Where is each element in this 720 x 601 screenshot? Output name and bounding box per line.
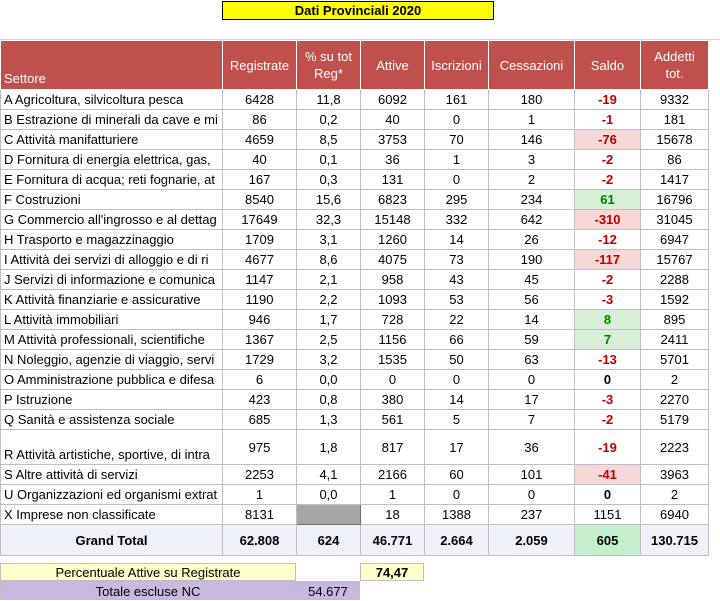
- cell-attive[interactable]: 958: [361, 270, 425, 290]
- cell-pct[interactable]: 0,2: [297, 110, 361, 130]
- cell-sector[interactable]: K Attività finanziarie e assicurative: [1, 290, 223, 310]
- cell-attive[interactable]: 380: [361, 390, 425, 410]
- cell-total-saldo[interactable]: 605: [575, 525, 641, 556]
- cell-registrate[interactable]: 423: [223, 390, 297, 410]
- header-saldo[interactable]: Saldo: [575, 41, 641, 90]
- cell-cessazioni[interactable]: 14: [489, 310, 575, 330]
- cell-iscrizioni[interactable]: 0: [425, 370, 489, 390]
- cell-addetti[interactable]: 15767: [641, 250, 709, 270]
- cell-registrate[interactable]: 2253: [223, 465, 297, 485]
- table-row: [1, 250, 709, 270]
- cell-iscrizioni[interactable]: 161: [425, 90, 489, 110]
- percentuale-attive-value[interactable]: 74,47: [360, 563, 424, 581]
- header-addetti[interactable]: Addetti tot.: [641, 41, 709, 90]
- cell-addetti[interactable]: 5179: [641, 410, 709, 430]
- cell-sector[interactable]: C Attività manifatturiere: [1, 130, 223, 150]
- cell-iscrizioni[interactable]: 0: [425, 170, 489, 190]
- cell-attive[interactable]: 6823: [361, 190, 425, 210]
- table-row: [1, 130, 709, 150]
- cell-attive[interactable]: 18: [361, 505, 425, 525]
- cell-iscrizioni[interactable]: 5: [425, 410, 489, 430]
- cell-pct[interactable]: 3,2: [297, 350, 361, 370]
- cell-sector[interactable]: P Istruzione: [1, 390, 223, 410]
- cell-sector[interactable]: U Organizzazioni ed organismi extrat: [1, 485, 223, 505]
- table-row: [1, 370, 709, 390]
- cell-iscrizioni[interactable]: 60: [425, 465, 489, 485]
- cell-attive[interactable]: 1: [361, 485, 425, 505]
- cell-pct[interactable]: 4,1: [297, 465, 361, 485]
- cell-saldo[interactable]: -2: [575, 170, 641, 190]
- cell-registrate[interactable]: 1709: [223, 230, 297, 250]
- cell-addetti[interactable]: 1417: [641, 170, 709, 190]
- totale-escluse-label[interactable]: Totale escluse NC: [0, 581, 296, 600]
- table-row: [1, 505, 709, 525]
- cell-cessazioni[interactable]: 642: [489, 210, 575, 230]
- cell-pct[interactable]: 32,3: [297, 210, 361, 230]
- table-row: [1, 90, 709, 110]
- header-cessazioni[interactable]: Cessazioni: [489, 41, 575, 90]
- cell-saldo[interactable]: -12: [575, 230, 641, 250]
- cell-total-pct[interactable]: 624: [297, 525, 361, 556]
- totale-escluse-value[interactable]: 54.677: [296, 581, 360, 600]
- report-title: Dati Provinciali 2020: [222, 1, 494, 20]
- cell-attive[interactable]: 817: [361, 430, 425, 465]
- cell-iscrizioni[interactable]: 70: [425, 130, 489, 150]
- cell-pct[interactable]: 1,7: [297, 310, 361, 330]
- cell-registrate[interactable]: 8131: [223, 505, 297, 525]
- cell-sector[interactable]: N Noleggio, agenzie di viaggio, servi: [1, 350, 223, 370]
- cell-saldo[interactable]: -2: [575, 150, 641, 170]
- cell-total-iscrizioni[interactable]: 2.664: [425, 525, 489, 556]
- cell-pct[interactable]: 2,5: [297, 330, 361, 350]
- grand-total-row: [1, 525, 709, 556]
- cell-registrate[interactable]: 8540: [223, 190, 297, 210]
- cell-attive[interactable]: 1093: [361, 290, 425, 310]
- cell-registrate[interactable]: 1367: [223, 330, 297, 350]
- cell-sector[interactable]: M Attività professionali, scientifiche: [1, 330, 223, 350]
- cell-cessazioni[interactable]: 7: [489, 410, 575, 430]
- cell-addetti[interactable]: 181: [641, 110, 709, 130]
- cell-sector[interactable]: O Amministrazione pubblica e difesa: [1, 370, 223, 390]
- cell-pct[interactable]: 1,8: [297, 430, 361, 465]
- percentuale-attive-label[interactable]: Percentuale Attive su Registrate: [0, 563, 296, 581]
- cell-sector[interactable]: S Altre attività di servizi: [1, 465, 223, 485]
- cell-attive[interactable]: 1535: [361, 350, 425, 370]
- cell-pct[interactable]: 0,0: [297, 485, 361, 505]
- cell-registrate[interactable]: 975: [223, 430, 297, 465]
- cell-attive[interactable]: 2166: [361, 465, 425, 485]
- cell-addetti[interactable]: 9332: [641, 90, 709, 110]
- cell-addetti[interactable]: 16796: [641, 190, 709, 210]
- cell-saldo[interactable]: -2: [575, 270, 641, 290]
- cell-saldo[interactable]: 0: [575, 370, 641, 390]
- cell-sector[interactable]: E Fornitura di acqua; reti fognarie, at: [1, 170, 223, 190]
- cell-saldo[interactable]: 7: [575, 330, 641, 350]
- cell-registrate[interactable]: 1729: [223, 350, 297, 370]
- table-row: [1, 150, 709, 170]
- cell-saldo[interactable]: -41: [575, 465, 641, 485]
- cell-cessazioni[interactable]: 3: [489, 150, 575, 170]
- cell-registrate[interactable]: 685: [223, 410, 297, 430]
- cell-pct[interactable]: 1,3: [297, 410, 361, 430]
- cell-registrate[interactable]: 167: [223, 170, 297, 190]
- cell-pct[interactable]: 0,3: [297, 170, 361, 190]
- table-row: [1, 430, 709, 465]
- cell-iscrizioni[interactable]: 53: [425, 290, 489, 310]
- table-row: [1, 190, 709, 210]
- cell-cessazioni[interactable]: 146: [489, 130, 575, 150]
- cell-sector[interactable]: B Estrazione di minerali da cave e mi: [1, 110, 223, 130]
- cell-addetti[interactable]: 2223: [641, 430, 709, 465]
- cell-addetti[interactable]: 6940: [641, 505, 709, 525]
- cell-attive[interactable]: 15148: [361, 210, 425, 230]
- cell-cessazioni[interactable]: 45: [489, 270, 575, 290]
- cell-pct[interactable]: 0,8: [297, 390, 361, 410]
- cell-pct[interactable]: 8,6: [297, 250, 361, 270]
- cell-registrate[interactable]: 6: [223, 370, 297, 390]
- cell-addetti[interactable]: 5701: [641, 350, 709, 370]
- cell-cessazioni[interactable]: 63: [489, 350, 575, 370]
- table-row: [1, 210, 709, 230]
- cell-attive[interactable]: 0: [361, 370, 425, 390]
- cell-iscrizioni[interactable]: 0: [425, 485, 489, 505]
- cell-saldo[interactable]: 61: [575, 190, 641, 210]
- cell-registrate[interactable]: 6428: [223, 90, 297, 110]
- cell-registrate[interactable]: 86: [223, 110, 297, 130]
- cell-registrate[interactable]: 1: [223, 485, 297, 505]
- cell-cessazioni[interactable]: 1: [489, 110, 575, 130]
- cell-sector[interactable]: L Attività immobiliari: [1, 310, 223, 330]
- table-row: [1, 390, 709, 410]
- cell-iscrizioni[interactable]: 332: [425, 210, 489, 230]
- table-row: [1, 290, 709, 310]
- cell-attive[interactable]: 1260: [361, 230, 425, 250]
- table-row: [1, 230, 709, 250]
- cell-sector[interactable]: R Attività artistiche, sportive, di intra: [1, 430, 223, 465]
- cell-iscrizioni[interactable]: 73: [425, 250, 489, 270]
- cell-registrate[interactable]: 946: [223, 310, 297, 330]
- cell-iscrizioni[interactable]: 17: [425, 430, 489, 465]
- cell-registrate[interactable]: 17649: [223, 210, 297, 230]
- cell-addetti[interactable]: 2270: [641, 390, 709, 410]
- cell-cessazioni[interactable]: 26: [489, 230, 575, 250]
- header-iscrizioni[interactable]: Iscrizioni: [425, 41, 489, 90]
- cell-cessazioni[interactable]: 190: [489, 250, 575, 270]
- table-row: [1, 485, 709, 505]
- cell-total-label[interactable]: Grand Total: [1, 525, 223, 556]
- cell-attive[interactable]: 561: [361, 410, 425, 430]
- cell-saldo[interactable]: -2: [575, 410, 641, 430]
- data-table: [0, 40, 709, 556]
- cell-sector[interactable]: H Trasporto e magazzinaggio: [1, 230, 223, 250]
- cell-pct[interactable]: 0,0: [297, 370, 361, 390]
- cell-addetti[interactable]: 3963: [641, 465, 709, 485]
- cell-iscrizioni[interactable]: 43: [425, 270, 489, 290]
- cell-saldo[interactable]: 1151: [575, 505, 641, 525]
- cell-attive[interactable]: 6092: [361, 90, 425, 110]
- cell-addetti[interactable]: 6947: [641, 230, 709, 250]
- cell-cessazioni[interactable]: 101: [489, 465, 575, 485]
- cell-saldo[interactable]: -19: [575, 90, 641, 110]
- cell-iscrizioni[interactable]: 14: [425, 230, 489, 250]
- cell-total-attive[interactable]: 46.771: [361, 525, 425, 556]
- cell-cessazioni[interactable]: 17: [489, 390, 575, 410]
- cell-saldo[interactable]: -3: [575, 290, 641, 310]
- cell-iscrizioni[interactable]: 0: [425, 110, 489, 130]
- table-row: [1, 330, 709, 350]
- cell-saldo[interactable]: -13: [575, 350, 641, 370]
- cell-total-addetti[interactable]: 130.715: [641, 525, 709, 556]
- cell-pct[interactable]: 8,5: [297, 130, 361, 150]
- cell-attive[interactable]: 3753: [361, 130, 425, 150]
- cell-attive[interactable]: 36: [361, 150, 425, 170]
- cell-total-registrate[interactable]: 62.808: [223, 525, 297, 556]
- cell-addetti[interactable]: 2: [641, 370, 709, 390]
- cell-iscrizioni[interactable]: 66: [425, 330, 489, 350]
- cell-sector[interactable]: Q Sanità e assistenza sociale: [1, 410, 223, 430]
- cell-addetti[interactable]: 86: [641, 150, 709, 170]
- cell-cessazioni[interactable]: 0: [489, 485, 575, 505]
- cell-addetti[interactable]: 31045: [641, 210, 709, 230]
- cell-addetti[interactable]: 895: [641, 310, 709, 330]
- cell-attive[interactable]: 728: [361, 310, 425, 330]
- cell-pct[interactable]: 3,1: [297, 230, 361, 250]
- cell-addetti[interactable]: 15678: [641, 130, 709, 150]
- cell-sector[interactable]: I Attività dei servizi di alloggio e di ri: [1, 250, 223, 270]
- cell-saldo[interactable]: -19: [575, 430, 641, 465]
- cell-addetti[interactable]: 2288: [641, 270, 709, 290]
- cell-registrate[interactable]: 4677: [223, 250, 297, 270]
- cell-cessazioni[interactable]: 237: [489, 505, 575, 525]
- cell-iscrizioni[interactable]: 50: [425, 350, 489, 370]
- cell-attive[interactable]: 1156: [361, 330, 425, 350]
- header-pct[interactable]: % su tot Reg*: [297, 41, 361, 90]
- cell-sector[interactable]: J Servizi di informazione e comunica: [1, 270, 223, 290]
- cell-cessazioni[interactable]: 0: [489, 370, 575, 390]
- cell-sector[interactable]: G Commercio all'ingrosso e al dettag: [1, 210, 223, 230]
- cell-cessazioni[interactable]: 234: [489, 190, 575, 210]
- cell-iscrizioni[interactable]: 22: [425, 310, 489, 330]
- cell-pct[interactable]: 11,8: [297, 90, 361, 110]
- cell-saldo[interactable]: -3: [575, 390, 641, 410]
- cell-addetti[interactable]: 2: [641, 485, 709, 505]
- cell-registrate[interactable]: 40: [223, 150, 297, 170]
- table-row: [1, 110, 709, 130]
- header-settore[interactable]: Settore: [1, 41, 223, 90]
- cell-sector[interactable]: F Costruzioni: [1, 190, 223, 210]
- cell-cessazioni[interactable]: 2: [489, 170, 575, 190]
- table-row: [1, 350, 709, 370]
- table-row: [1, 465, 709, 485]
- cell-iscrizioni[interactable]: 14: [425, 390, 489, 410]
- cell-total-cessazioni[interactable]: 2.059: [489, 525, 575, 556]
- cell-attive[interactable]: 4075: [361, 250, 425, 270]
- cell-pct[interactable]: 2,2: [297, 290, 361, 310]
- header-attive[interactable]: Attive: [361, 41, 425, 90]
- cell-pct[interactable]: 0,1: [297, 150, 361, 170]
- cell-iscrizioni[interactable]: 1: [425, 150, 489, 170]
- cell-registrate[interactable]: 4659: [223, 130, 297, 150]
- cell-cessazioni[interactable]: 180: [489, 90, 575, 110]
- cell-pct[interactable]: 2,1: [297, 270, 361, 290]
- cell-saldo[interactable]: -76: [575, 130, 641, 150]
- cell-attive[interactable]: 40: [361, 110, 425, 130]
- cell-addetti[interactable]: 2411: [641, 330, 709, 350]
- cell-iscrizioni[interactable]: 295: [425, 190, 489, 210]
- cell-saldo[interactable]: -1: [575, 110, 641, 130]
- cell-registrate[interactable]: 1147: [223, 270, 297, 290]
- cell-saldo[interactable]: -117: [575, 250, 641, 270]
- cell-saldo[interactable]: 8: [575, 310, 641, 330]
- table-row: [1, 410, 709, 430]
- table-row: [1, 310, 709, 330]
- table-row: [1, 270, 709, 290]
- cell-saldo[interactable]: 0: [575, 485, 641, 505]
- cell-cessazioni[interactable]: 59: [489, 330, 575, 350]
- cell-registrate[interactable]: 1190: [223, 290, 297, 310]
- cell-attive[interactable]: 131: [361, 170, 425, 190]
- header-registrate[interactable]: Registrate: [223, 41, 297, 90]
- cell-sector[interactable]: A Agricoltura, silvicoltura pesca: [1, 90, 223, 110]
- cell-pct[interactable]: 15,6: [297, 190, 361, 210]
- cell-addetti[interactable]: 1592: [641, 290, 709, 310]
- table-row: [1, 170, 709, 190]
- cell-pct[interactable]: [297, 505, 361, 525]
- cell-saldo[interactable]: -310: [575, 210, 641, 230]
- cell-sector[interactable]: D Fornitura di energia elettrica, gas,: [1, 150, 223, 170]
- cell-cessazioni[interactable]: 56: [489, 290, 575, 310]
- empty-grid-row: [0, 20, 720, 40]
- cell-cessazioni[interactable]: 36: [489, 430, 575, 465]
- cell-iscrizioni[interactable]: 1388: [425, 505, 489, 525]
- cell-sector[interactable]: X Imprese non classificate: [1, 505, 223, 525]
